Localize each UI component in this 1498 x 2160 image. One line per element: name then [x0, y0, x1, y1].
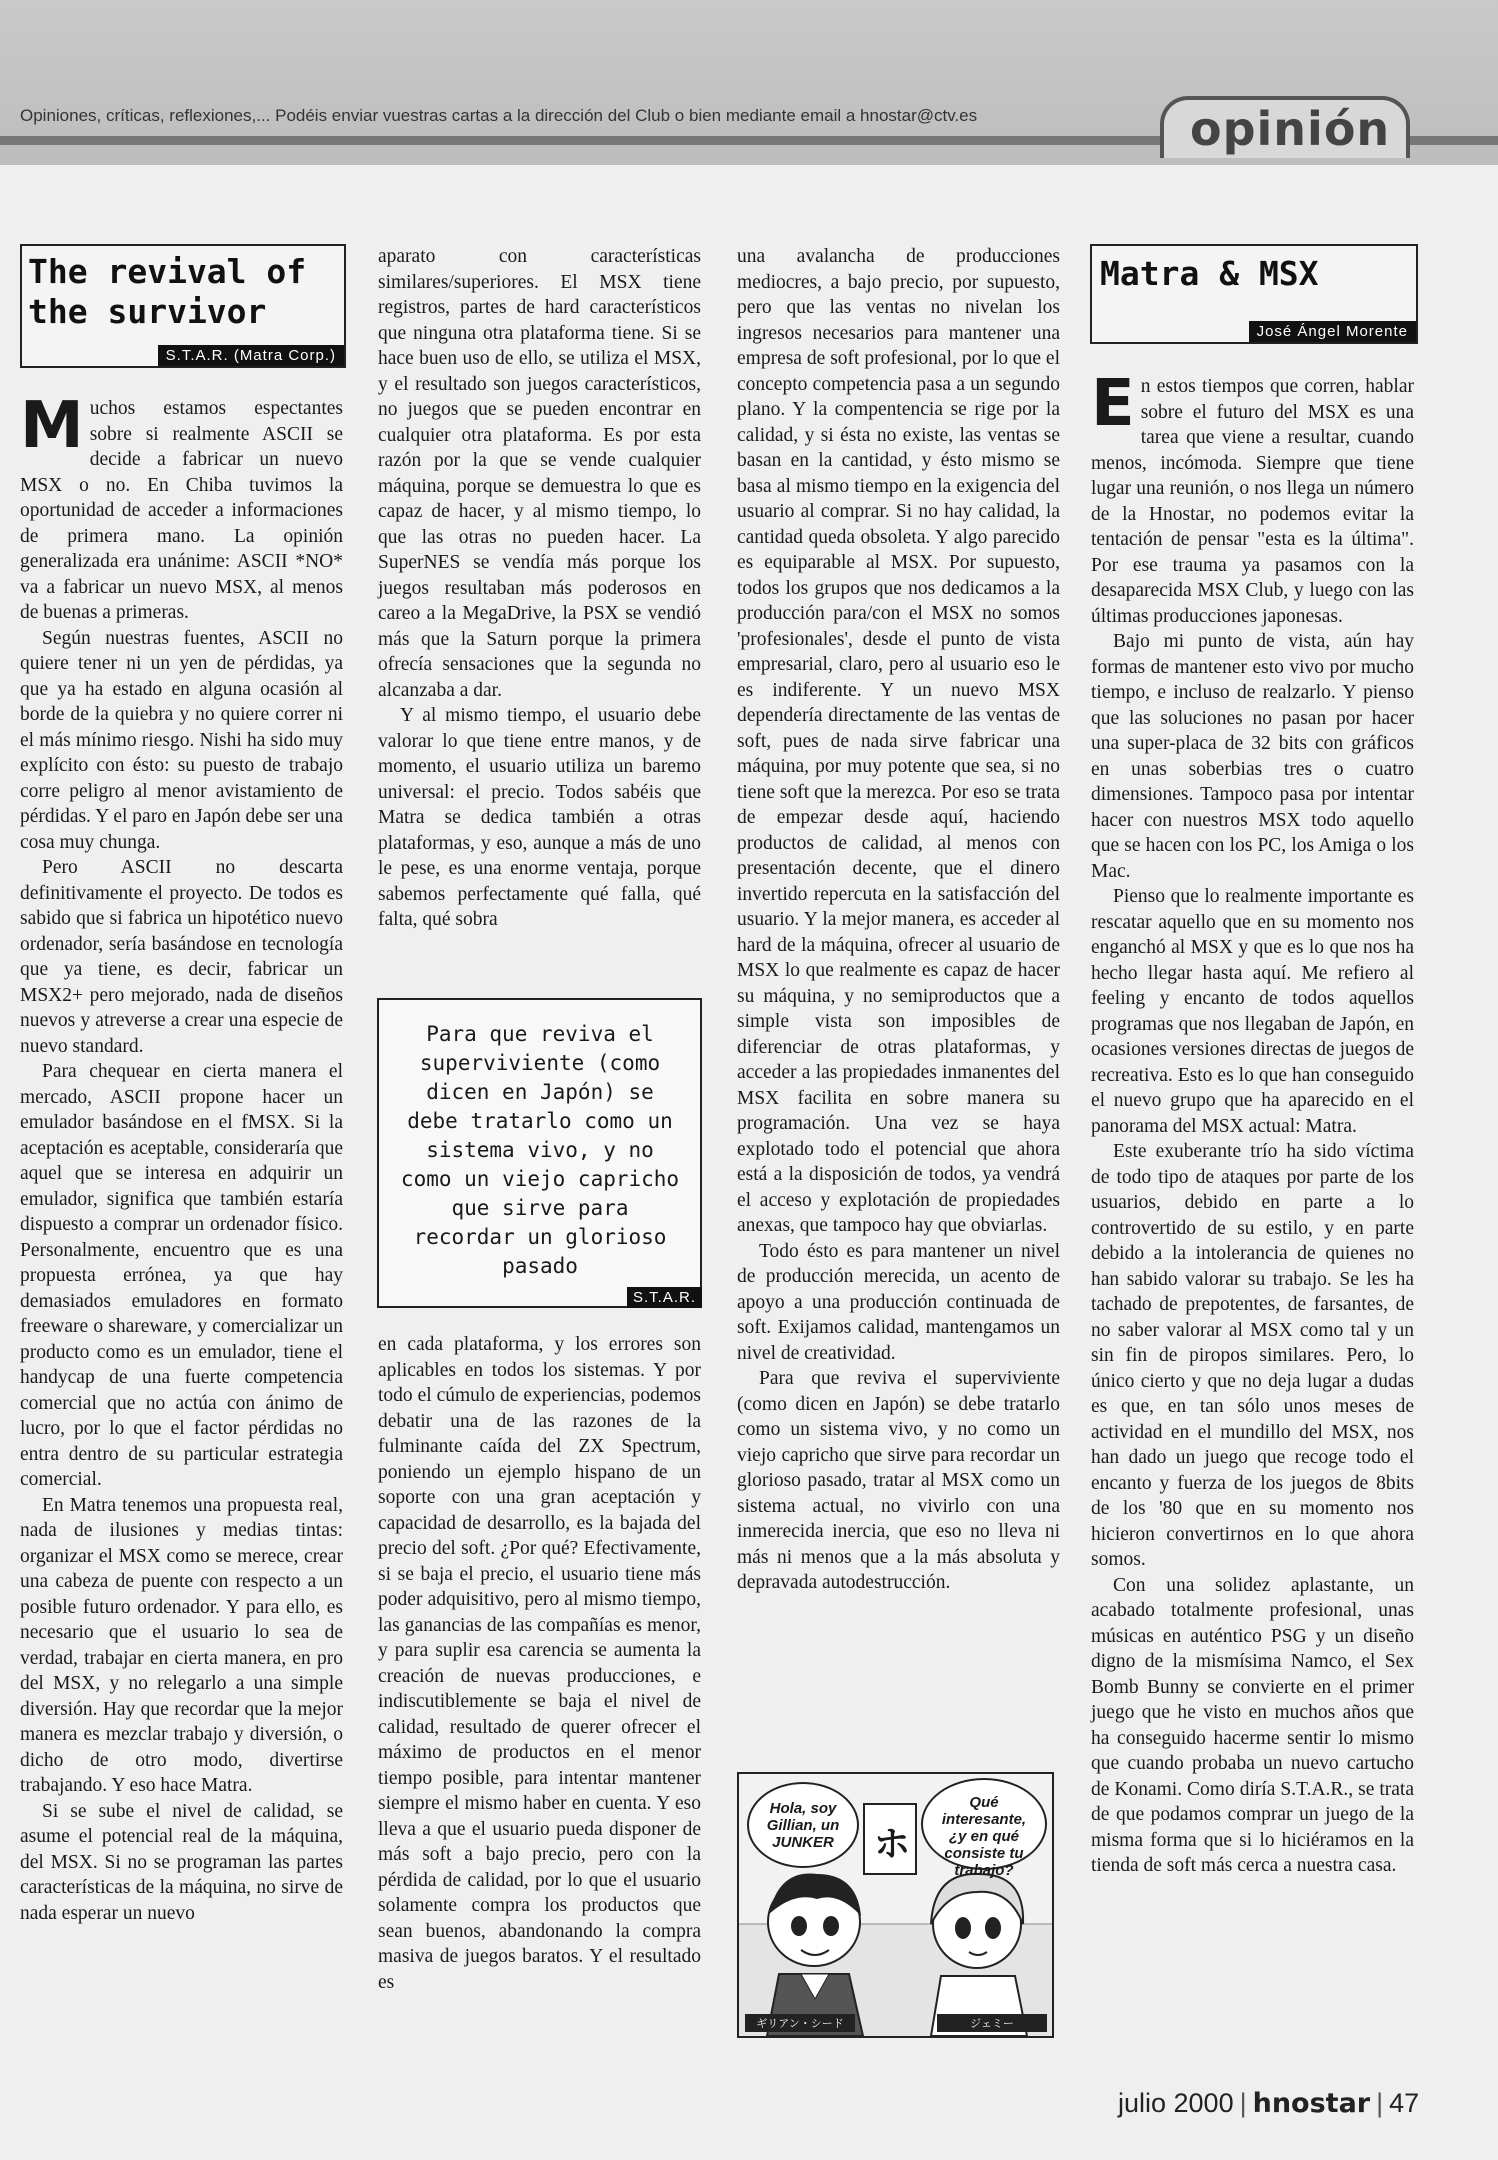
paragraph: Todo ésto es para mantener un nivel de producción merecida, un acento de apoyo a una producción continuada de soft. Exijamos calidad, mantengamos un nivel de creatividad.: [737, 1240, 1060, 1364]
article1-column-1: [20, 389, 343, 1926]
page-footer: [1118, 2088, 1419, 2119]
section-tab-label: opinión: [1190, 102, 1391, 156]
article2-column: [1091, 367, 1414, 1879]
paragraph: en cada plataforma, y los errores son aplicables en todos los sistemas. Y por todo el cúmulo de experiencias, podemos debatir una de las razones de la fulminante caída del ZX Spectrum, poniendo un ejemplo hispano de un soporte con una gran aceptación y capacidad de desarrollo, es la bajada del precio del soft. ¿Por qué? Efectivamente, si se baja el precio, el usuario tiene más poder adquisitivo, pero al mismo tiempo, las ganancias de las compañías es menor, y para suplir esa carencia se aumenta la creación de nuevas producciones, e indiscutiblemente se baja el nivel de calidad, resultado de querer ofrecer el máximo de productos en el menor tiempo posible, para intentar mantener siempre el mismo haber en cuenta. Y eso lleva a que el usuario pueda disponer de más soft a bajo precio, pero con la pérdida de calidad, por lo que el usuario solamente compra los productos que sean buenos, abandonando la compra masiva de juegos baratos. Y el resultado es: [378, 1334, 701, 1993]
comic-kanji: ホ: [874, 1824, 911, 1865]
dropcap: M: [20, 389, 84, 463]
paragraph: Para que reviva el superviviente (como dicen en Japón) se debe tratarlo como un sistema vivo, y no como un viejo capricho que sirve para recordar un glorioso pasado, tratar al MSX como un sistema actual, no vivirlo con una inmerecida inercia, que eso no lleva ni más ni menos que a la más absoluta y depravada autodestrucción.: [737, 1368, 1060, 1593]
speech-bubble-right: Qué interesante, ¿y en qué consiste tu trabajo?: [921, 1778, 1047, 1870]
paragraph: Y al mismo tiempo, el usuario debe valorar lo que tiene entre manos, y de momento, el usuario utiliza un baremo universal: el precio. Todos sabéis que Matra se dedica también a otras plataformas, y eso, aunque a más de uno le pese, es una enorme ventaja, porque sabemos perfectamente qué falla, qué falta, qué sobra: [378, 705, 701, 930]
article1-column-3: [737, 244, 1060, 1596]
article2-heading: [1090, 244, 1418, 344]
paragraph: una avalancha de producciones mediocres, a bajo precio, por supuesto, pero que las ventas no nivelan los ingresos necesarios para mantener una empresa de soft profesional, por lo que el concepto competencia pasa a un segundo plano. Y la compentencia se rige por la calidad, y si ésta no existe, las ventas se basan en la cantidad, y ésto mismo se basa al mismo tiempo en la exigencia del usuario al comprar. Si no hay calidad, la cantidad queda obsoleta. Y algo parecido es equiparable al MSX. Por supuesto, todos los grupos que nos dedicamos a la producción para/con el MSX no somos 'profesionales', desde el punto de vista empresarial, claro, pero al usuario eso le es indiferente. Y un nuevo MSX dependería directamente de las ventas de soft, pues de nada sirve fabricar una máquina, por muy potente que sea, si no tiene soft que la merezca. Por eso se trata de empezar desde aquí, haciendo productos de calidad, al menos con presentación decente, que el dinero invertido repercuta en la satisfacción del usuario. Y la mejor manera, es acceder al hard de la máquina, ofrecer al usuario de MSX lo que realmente es capaz de hacer su máquina, y no semiproductos que a simple vista son imposibles de diferenciar de otras plataformas, y acceder a las propiedades inmanentes del MSX facilita en sobre manera su programación. Una vez se haya explotado todo el potencial que ahora está a la disposición de todos, ya vendrá el acceso y explotación de propiedades anexas, que tampoco hay que obviarlas.: [737, 246, 1060, 1236]
pull-quote-text: Para que reviva el superviviente (como dicen en Japón) se debe tratarlo como un sistema vivo, y no como un viejo capricho que sirve para recordar un glorioso pasado: [400, 1022, 680, 1278]
paragraph: aparato con características similares/superiores. El MSX tiene registros, partes de hard característicos que ninguna otra plataforma tiene. Si se hace buen uso de ello, se utiliza el MSX, y el resultado son juegos característicos, no juegos que se pueden encontrar en cualquier otra plataforma. Es por esta razón por la que se vende cualquier máquina, porque se demuestra lo que es capaz de hacer, y al mismo tiempo, lo que las otras no pueden hacer. La SuperNES se vendía más porque los juegos resultaban más poderosos en careo a la MegaDrive, la PSX se vendió más que la Saturn porque la primera ofrecía sensaciones que la segunda no alcanzaba a dar.: [378, 246, 701, 701]
paragraph: Muchos estamos espectantes sobre si realmente ASCII se decide a fabricar un nuevo MSX o no. En Chiba tuvimos la oportunidad de acceder a informaciones de primera mano. La opinión generalizada era unánime: ASCII *NO* va a fabricar un nuevo MSX, al menos de buenas a primeras.: [20, 389, 343, 623]
article1-column-2: [378, 244, 701, 933]
speech-bubble-left: Hola, soy Gillian, un JUNKER: [747, 1782, 859, 1868]
article1-byline: S.T.A.R. (Matra Corp.): [158, 345, 344, 366]
article2-title: Matra & MSX: [1100, 254, 1319, 293]
pull-quote-tag: S.T.A.R.: [627, 1287, 702, 1308]
comic-caption-right: ジェミー: [970, 2017, 1014, 2030]
paragraph: Según nuestras fuentes, ASCII no quiere tener ni un yen de pérdidas, ya que ya ha estado en alguna ocasión al borde de la quiebra y no quiere correr ni el más mínimo riesgo. Nishi ha sido muy explícito con ésto: su puesto de trabajo corre peligro al menor avistamiento de pérdidas. Y el paro en Japón debe ser una cosa muy chunga.: [20, 627, 343, 853]
header-strip-text: Opiniones, críticas, reflexiones,... Podéis enviar vuestras cartas a la dirección del Club o bien mediante email a hnostar@ctv.es: [20, 106, 978, 125]
footer-separator: |: [1376, 2088, 1384, 2118]
paragraph: Bajo mi punto de vista, aún hay formas de mantener esto vivo por mucho tiempo, e incluso de realzarlo. Y pienso que las soluciones no pasan por hacer una super-placa de 32 bits con gráficos en unas soberbias tres o cuatro dimensiones. Tampoco pasa por intentar hacer con nuestros MSX todo aquello que se hacen con los PC, los Amiga o los Mac.: [1091, 631, 1414, 882]
article1-title: The revival of the survivor: [28, 252, 307, 331]
article1-heading: [20, 244, 346, 368]
comic-illustration: [737, 1772, 1054, 2038]
section-tab: [1160, 96, 1498, 158]
paragraph: Si se sube el nivel de calidad, se asume el potencial real de la máquina, del MSX. Si no se programan las partes características de la máquina, no sirve de nada esperar un nuevo: [20, 1800, 343, 1924]
footer-date: julio 2000: [1118, 2088, 1234, 2118]
pull-quote: [377, 998, 702, 1308]
paragraph: Este exuberante trío ha sido víctima de todo tipo de ataques por parte de los usuarios, debido en parte a lo controvertido de su estilo, y en parte debido a la intolerancia de quienes no han sabido valorar su trabajo. Se les ha tachado de prepotentes, de farsantes, de no saber valorar al MSX como tal y un sin fin de piropos similares. Pero, lo único cierto y que no deja lugar a dudas es que, en tan sólo unos meses de actividad en el mundillo del MSX, nos han dado un juego que recoge todo el encanto y fuerza de los juegos de 8bits de los '80 que en su momento nos hicieron convertirnos en lo que ahora somos.: [1091, 1141, 1414, 1570]
paragraph: Para chequear en cierta manera el mercado, ASCII propone hacer un emulador basándose en el fMSX. Si la aceptación es aceptable, consideraría que aquel que se interesa en adquirir un emulador, significa que también estaría dispuesto a comprar un ordenador físico. Personalmente, encuentro que es una propuesta errónea, ya que hay demasiados emuladores en formato freeware o shareware, y comercializar un producto como es un emulador, tiene el handycap de una fuerte competencia comercial que no actúa con ánimo de lucro, por lo que el factor pérdidas no entra dentro de su particular estrategia comercial.: [20, 1061, 343, 1490]
page-number: 47: [1389, 2088, 1420, 2118]
footer-separator: |: [1239, 2088, 1247, 2118]
footer-magazine: hnostar: [1252, 2088, 1371, 2119]
comic-caption-left: ギリアン・シード: [756, 2017, 844, 2030]
paragraph: En estos tiempos que corren, hablar sobre el futuro del MSX es una tarea que viene a resultar, cuando menos, incómoda. Siempre que tiene lugar una reunión, o nos llega un número de la Hnostar, no podemos evitar la tentación de pensar "esta es la última". Por ese trauma ya pasamos con la desaparecida MSX Club, y luego con las últimas producciones japonesas.: [1091, 367, 1414, 627]
paragraph: Pienso que lo realmente importante es rescatar aquello que en su momento nos enganchó al MSX y que es lo que nos ha hecho llegar hasta aquí. Me refiero al feeling y encanto de todos aquellos programas que nos llegaban de Japón, en ocasiones versiones directas de juegos de recreativa. Esto es lo que han conseguido el nuevo grupo que ha aparecido en el panorama del MSX actual: Matra.: [1091, 886, 1414, 1137]
header-strip: [0, 0, 1498, 165]
dropcap: E: [1091, 367, 1135, 441]
paragraph: Pero ASCII no descarta definitivamente el proyecto. De todos es sabido que si fabrica un hipotético nuevo ordenador, sería basándose en tecnología que ya tiene, es decir, fabricar un MSX2+ pero mejorado, nada de diseños nuevos y atreverse a crear una especie de nuevo standard.: [20, 857, 343, 1057]
article1-column-2-lower: [378, 1332, 701, 1995]
paragraph: Con una solidez aplastante, un acabado totalmente profesional, unas músicas en auténtico PSG y un diseño digno de la mismísima Namco, el Sex Bomb Bunny se convierte en el primer juego que he visto en muchos años que ha conseguido hacerme sentir lo mismo que cuando probaba un nuevo cartucho de Konami. Como diría S.T.A.R., se trata de que podamos comprar un juego de la misma forma que si lo hiciéramos en la tienda de soft más cerca a nuestra casa.: [1091, 1574, 1414, 1876]
article2-byline: José Ángel Morente: [1249, 321, 1416, 342]
paragraph: En Matra tenemos una propuesta real, nada de ilusiones y medias tintas: organizar el MSX como se merece, crear una cabeza de puente con respecto a un posible futuro ordenador. Y para ello, es necesario que el usuario lo sea de verdad, trabajar en cierta manera, en pro del MSX, y no relegarlo a una simple diversión. Hay que recordar que la mejor manera es mezclar trabajo y diversión, o dicho de otro modo, divertirse trabajando. Y eso hace Matra.: [20, 1494, 343, 1796]
